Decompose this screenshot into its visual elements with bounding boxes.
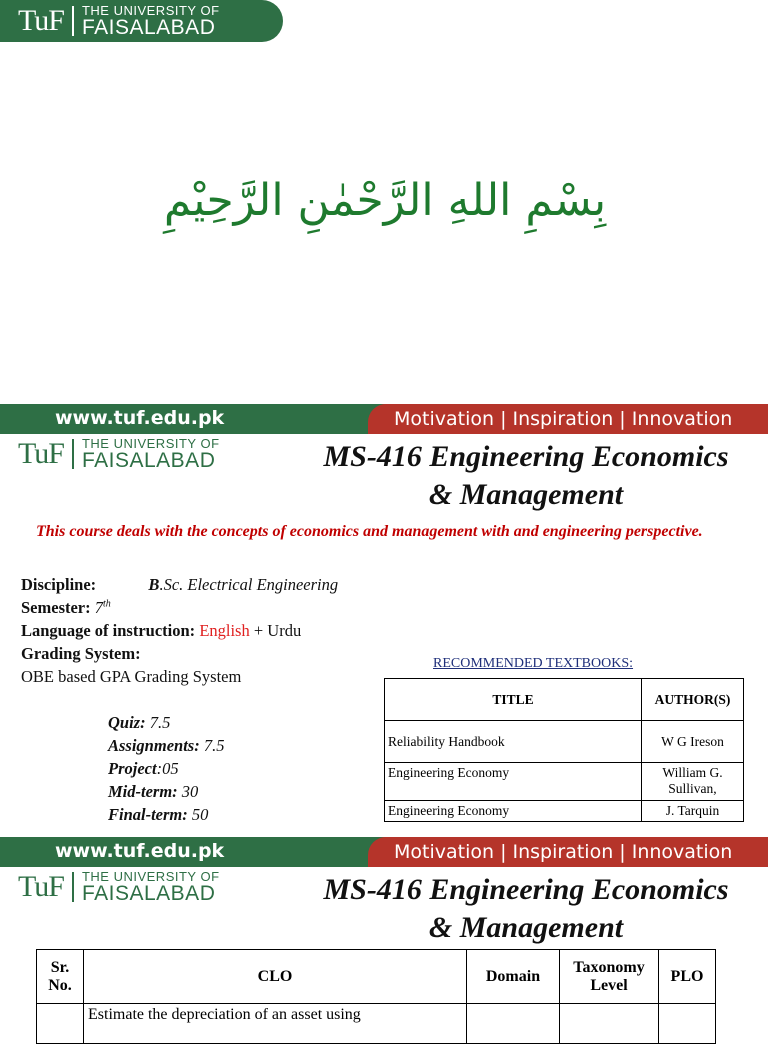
- logo-mark: TuF: [18, 870, 64, 903]
- semester-label: Semester:: [21, 598, 91, 617]
- grading-value: OBE based GPA Grading System: [21, 667, 242, 686]
- discipline-label: Discipline:: [21, 575, 97, 594]
- textbooks-table: [384, 678, 744, 822]
- textbooks-heading: RECOMMENDED TEXTBOOKS:: [433, 656, 634, 671]
- course-description: This course deals with the concepts of economics and management with and engineering perspective.: [36, 523, 703, 540]
- logo-divider: [72, 872, 74, 902]
- table-row: Reliability Handbook W G Ireson: [385, 721, 744, 763]
- semester-sup: th: [103, 598, 111, 610]
- university-logo: [0, 0, 283, 42]
- table-row: Engineering Economy William G. Sullivan,: [385, 763, 744, 801]
- bismillah-calligraphy: [163, 140, 607, 260]
- language-label: Language of instruction:: [21, 621, 196, 640]
- language-row: [21, 621, 301, 641]
- tagline-ribbon: [368, 404, 768, 434]
- tagline: Motivation | Inspiration | Innovation: [394, 841, 733, 863]
- site-banner: [0, 404, 768, 434]
- table-header-row: [37, 950, 716, 1004]
- column-header-title: TITLE: [385, 679, 642, 721]
- grade-quiz: Quiz: 7.5: [108, 713, 171, 732]
- column-header-taxonomy: Taxonomy Level: [560, 950, 659, 1004]
- logo-mark: TuF: [18, 4, 64, 37]
- logo-mark: TuF: [18, 437, 64, 470]
- column-header-authors: AUTHOR(S): [642, 679, 744, 721]
- discipline-row: [21, 575, 338, 595]
- language-english: English: [199, 621, 250, 640]
- column-header-clo: CLO: [84, 950, 467, 1004]
- discipline-value: .Sc. Electrical Engineering: [159, 575, 339, 594]
- logo-line2: FAISALABAD: [81, 449, 216, 472]
- logo-line1: THE UNIVERSITY OF: [81, 436, 220, 451]
- table-row: Engineering Economy J. Tarquin: [385, 801, 744, 822]
- clo-table: [36, 949, 716, 1044]
- column-header-sr-no: Sr. No.: [37, 950, 84, 1004]
- grade-project: Project:05: [108, 759, 179, 778]
- bismillah-text: بِسْمِ اللهِ الرَّحْمٰنِ الرَّحِيْمِ: [163, 174, 607, 226]
- table-header-row: [385, 679, 744, 721]
- university-logo: [0, 867, 283, 907]
- logo-line1: THE UNIVERSITY OF: [81, 869, 220, 884]
- course-title: MS-416 Engineering Economics & Management: [323, 873, 729, 944]
- website-link[interactable]: www.tuf.edu.pk: [55, 407, 225, 429]
- website-link[interactable]: www.tuf.edu.pk: [55, 840, 225, 862]
- column-header-domain: Domain: [467, 950, 560, 1004]
- logo-line2: FAISALABAD: [81, 16, 216, 39]
- grade-midterm: Mid-term: 30: [108, 782, 199, 801]
- university-logo: [0, 434, 283, 474]
- semester-value: 7: [94, 598, 104, 617]
- tagline: Motivation | Inspiration | Innovation: [394, 408, 733, 430]
- language-rest: + Urdu: [249, 621, 302, 640]
- semester-row: [21, 598, 111, 618]
- clo-text: Estimate the depreciation of an asset using: [84, 1004, 467, 1044]
- site-banner: [0, 837, 768, 867]
- logo-line2: FAISALABAD: [81, 882, 216, 905]
- grade-finalterm: Final-term: 50: [108, 805, 209, 824]
- grade-assignments: Assignments: 7.5: [108, 736, 225, 755]
- discipline-b: B: [148, 575, 160, 594]
- column-header-plo: PLO: [659, 950, 716, 1004]
- logo-divider: [72, 439, 74, 469]
- tagline-ribbon: [368, 837, 768, 867]
- logo-line1: THE UNIVERSITY OF: [81, 3, 220, 18]
- grading-label: Grading System:: [21, 644, 141, 663]
- logo-divider: [72, 6, 74, 36]
- course-title: MS-416 Engineering Economics & Management: [323, 440, 729, 511]
